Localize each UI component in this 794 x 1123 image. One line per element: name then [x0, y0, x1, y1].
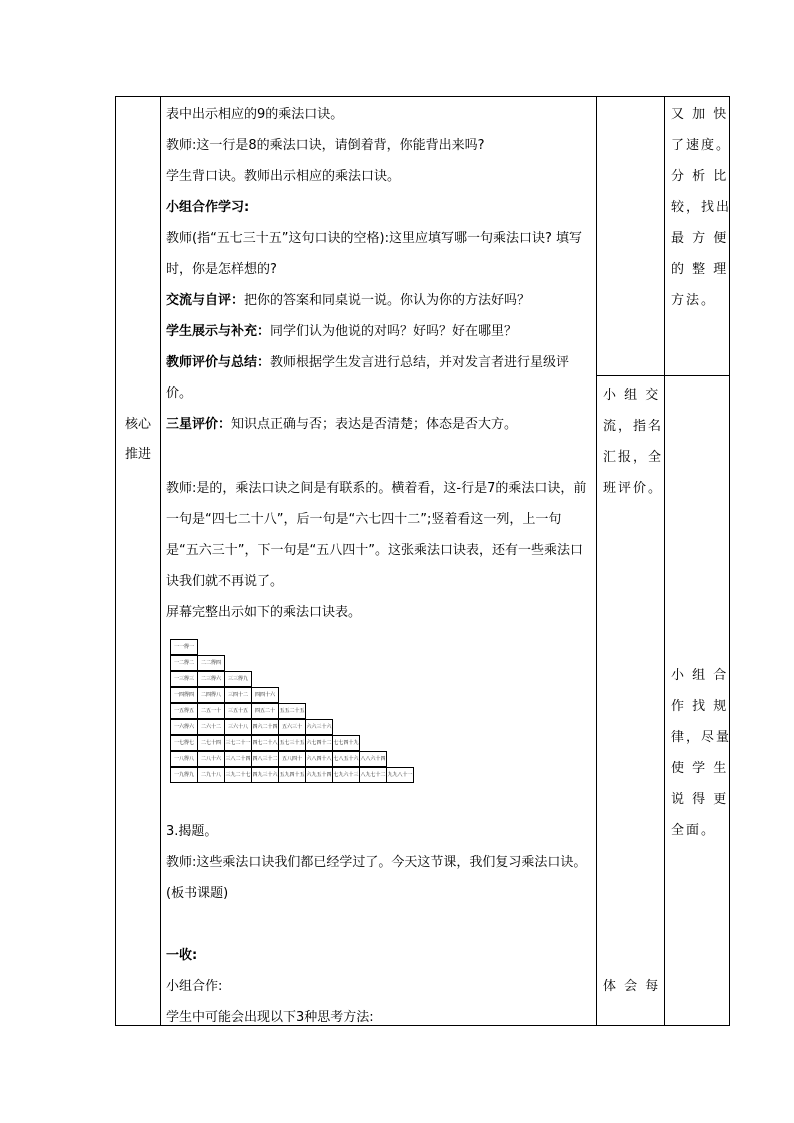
table-row	[170, 752, 414, 768]
table-row	[170, 704, 414, 720]
table-cell: 一四得四	[170, 687, 198, 703]
column-divider	[160, 97, 161, 1025]
note-line: 较，找出	[671, 200, 732, 215]
section-label	[116, 410, 160, 470]
paragraph-text: 教师根据学生发言进行总结，并对发言者进行星级评价。	[166, 355, 570, 401]
row-divider	[596, 375, 664, 376]
table-cell: 三四十二	[224, 687, 252, 703]
table-cell: 八九七十二	[359, 767, 387, 783]
table-cell: 六八四十八	[305, 751, 333, 767]
paragraph: 教师:这一行是8的乘法口诀，请倒着背，你能背出来吗?	[166, 138, 485, 153]
note-line: 又 加 快	[671, 107, 729, 122]
note-line: 说 得 更	[671, 792, 729, 807]
paragraph: 教师:这些乘法口诀我们都已经学过了。今天这节课，我们复习乘法口诀。(板书课题)	[166, 855, 587, 901]
paragraph-lead: 三星评价：	[166, 417, 232, 432]
paragraph-lead: 学生展示与补充：	[166, 324, 271, 339]
table-cell: 四九三十六	[251, 767, 279, 783]
table-cell: 一七得七	[170, 735, 198, 751]
table-cell: 一九得九	[170, 767, 198, 783]
table-cell: 二九十八	[197, 767, 225, 783]
note-line: 体 会 每	[603, 979, 661, 994]
paragraph: 屏幕完整出示如下的乘法口诀表。	[166, 605, 362, 620]
note-line: 小 组 交	[603, 388, 661, 403]
subheading: 小组合作学习:	[166, 200, 250, 215]
design-note	[671, 660, 731, 846]
table-cell: 一八得八	[170, 751, 198, 767]
table-cell: 二八十六	[197, 751, 225, 767]
table-cell: 四七二十八	[251, 735, 279, 751]
table-cell: 九九八十一	[386, 767, 414, 783]
paragraph-text: 把你的答案和同桌说一说。你认为你的方法好吗？	[244, 293, 531, 308]
note-line: 最 方 便	[671, 231, 729, 246]
paragraph	[166, 347, 591, 409]
table-cell: 五九四十五	[278, 767, 306, 783]
table-cell: 一六得六	[170, 719, 198, 735]
note-line: 作 找 规	[671, 699, 729, 714]
table-cell: 七八五十六	[332, 751, 360, 767]
paragraph-text: 知识点正确与否；表达是否清楚；体态是否大方。	[231, 417, 518, 432]
table-cell: 四八三十二	[251, 751, 279, 767]
table-cell: 二四得八	[197, 687, 225, 703]
note-line: 流，指名	[603, 419, 664, 434]
table-row	[170, 736, 414, 752]
paragraph: 教师:是的，乘法口诀之间是有联系的。横着看，这-行是7的乘法口诀，前一句是“四七二十八”，后一句是“六七四十二”;竖着看这一列，上一句是“五六三十”，下一句是“五八四十”。这张乘法口诀表，还有一些乘法口诀我们就不再说了。	[166, 481, 587, 589]
table-cell: 八八六十四	[359, 751, 387, 767]
note-line: 方法。	[671, 293, 717, 308]
table-cell: 五七三十五	[278, 735, 306, 751]
table-cell: 六七四十二	[305, 735, 333, 751]
paragraph	[166, 316, 591, 347]
table-row	[170, 672, 414, 688]
paragraph: 小组合作:	[166, 979, 223, 994]
note-line: 分 析 比	[671, 169, 729, 184]
paragraph-text: 同学们认为他说的对吗？好吗？好在哪里？	[270, 324, 518, 339]
activity-note	[603, 380, 663, 504]
table-cell: 二三得六	[197, 671, 225, 687]
table-cell: 二二得四	[197, 655, 225, 671]
table-cell: 六六三十六	[305, 719, 333, 735]
table-cell: 二五一十	[197, 703, 225, 719]
paragraph: 教师(指“五七三十五”这句口诀的空格):这里应填写哪一句乘法口诀? 填写时，你是怎样想的?	[166, 231, 583, 277]
paragraph-lead: 教师评价与总结：	[166, 355, 271, 370]
table-row	[170, 768, 414, 784]
table-cell: 四六二十四	[251, 719, 279, 735]
note-line: 使 学 生	[671, 761, 729, 776]
paragraph	[166, 409, 591, 440]
note-line: 了速度。	[671, 138, 732, 153]
table-cell: 三九二十七	[224, 767, 252, 783]
activity-note	[603, 971, 660, 1002]
table-cell: 一一得一	[170, 639, 198, 655]
paragraph: 学生背口诀。教师出示相应的乘法口诀。	[166, 169, 401, 184]
table-cell: 二七十四	[197, 735, 225, 751]
paragraph: 3.揭题。	[166, 824, 218, 839]
table-cell: 一三得三	[170, 671, 198, 687]
note-line: 全面。	[671, 823, 717, 838]
note-line: 汇报，全	[603, 450, 664, 465]
table-cell: 五八四十	[278, 751, 306, 767]
table-row	[170, 656, 414, 672]
table-cell: 五六三十	[278, 719, 306, 735]
subheading: 一收:	[166, 948, 198, 963]
design-note	[671, 99, 731, 316]
table-cell: 三三得九	[224, 671, 252, 687]
paragraph-lead: 交流与自评：	[166, 293, 245, 308]
table-cell: 五五二十五	[278, 703, 306, 719]
table-cell: 四五二十	[251, 703, 279, 719]
table-row	[170, 720, 414, 736]
paragraph: 学生中可能会出现以下3种思考方法:	[166, 1010, 374, 1025]
table-cell: 四四十六	[251, 687, 279, 703]
table-cell: 二六十二	[197, 719, 225, 735]
table-row	[170, 688, 414, 704]
section-label-line: 推进	[124, 447, 151, 462]
paragraph	[166, 285, 591, 316]
table-cell: 七九六十三	[332, 767, 360, 783]
table-cell: 三五十五	[224, 703, 252, 719]
lesson-table	[115, 96, 730, 1026]
table-cell: 六九五十四	[305, 767, 333, 783]
paragraph: 表中出示相应的9的乘法口诀。	[166, 107, 344, 122]
note-line: 小 组 合	[671, 668, 729, 683]
table-cell: 三八二十四	[224, 751, 252, 767]
table-cell: 三七二十一	[224, 735, 252, 751]
row-divider	[664, 375, 730, 376]
note-line: 班评价。	[603, 481, 664, 496]
column-divider	[664, 97, 665, 1025]
note-line: 的 整 理	[671, 262, 729, 277]
column-divider	[596, 97, 597, 1025]
note-line: 律，尽量	[671, 730, 732, 745]
table-cell: 三六十八	[224, 719, 252, 735]
table-cell: 一二得二	[170, 655, 198, 671]
table-cell: 七七四十九	[332, 735, 360, 751]
table-cell: 一五得五	[170, 703, 198, 719]
multiplication-table	[170, 640, 414, 784]
table-row	[170, 640, 414, 656]
section-label-line: 核心	[124, 417, 151, 432]
